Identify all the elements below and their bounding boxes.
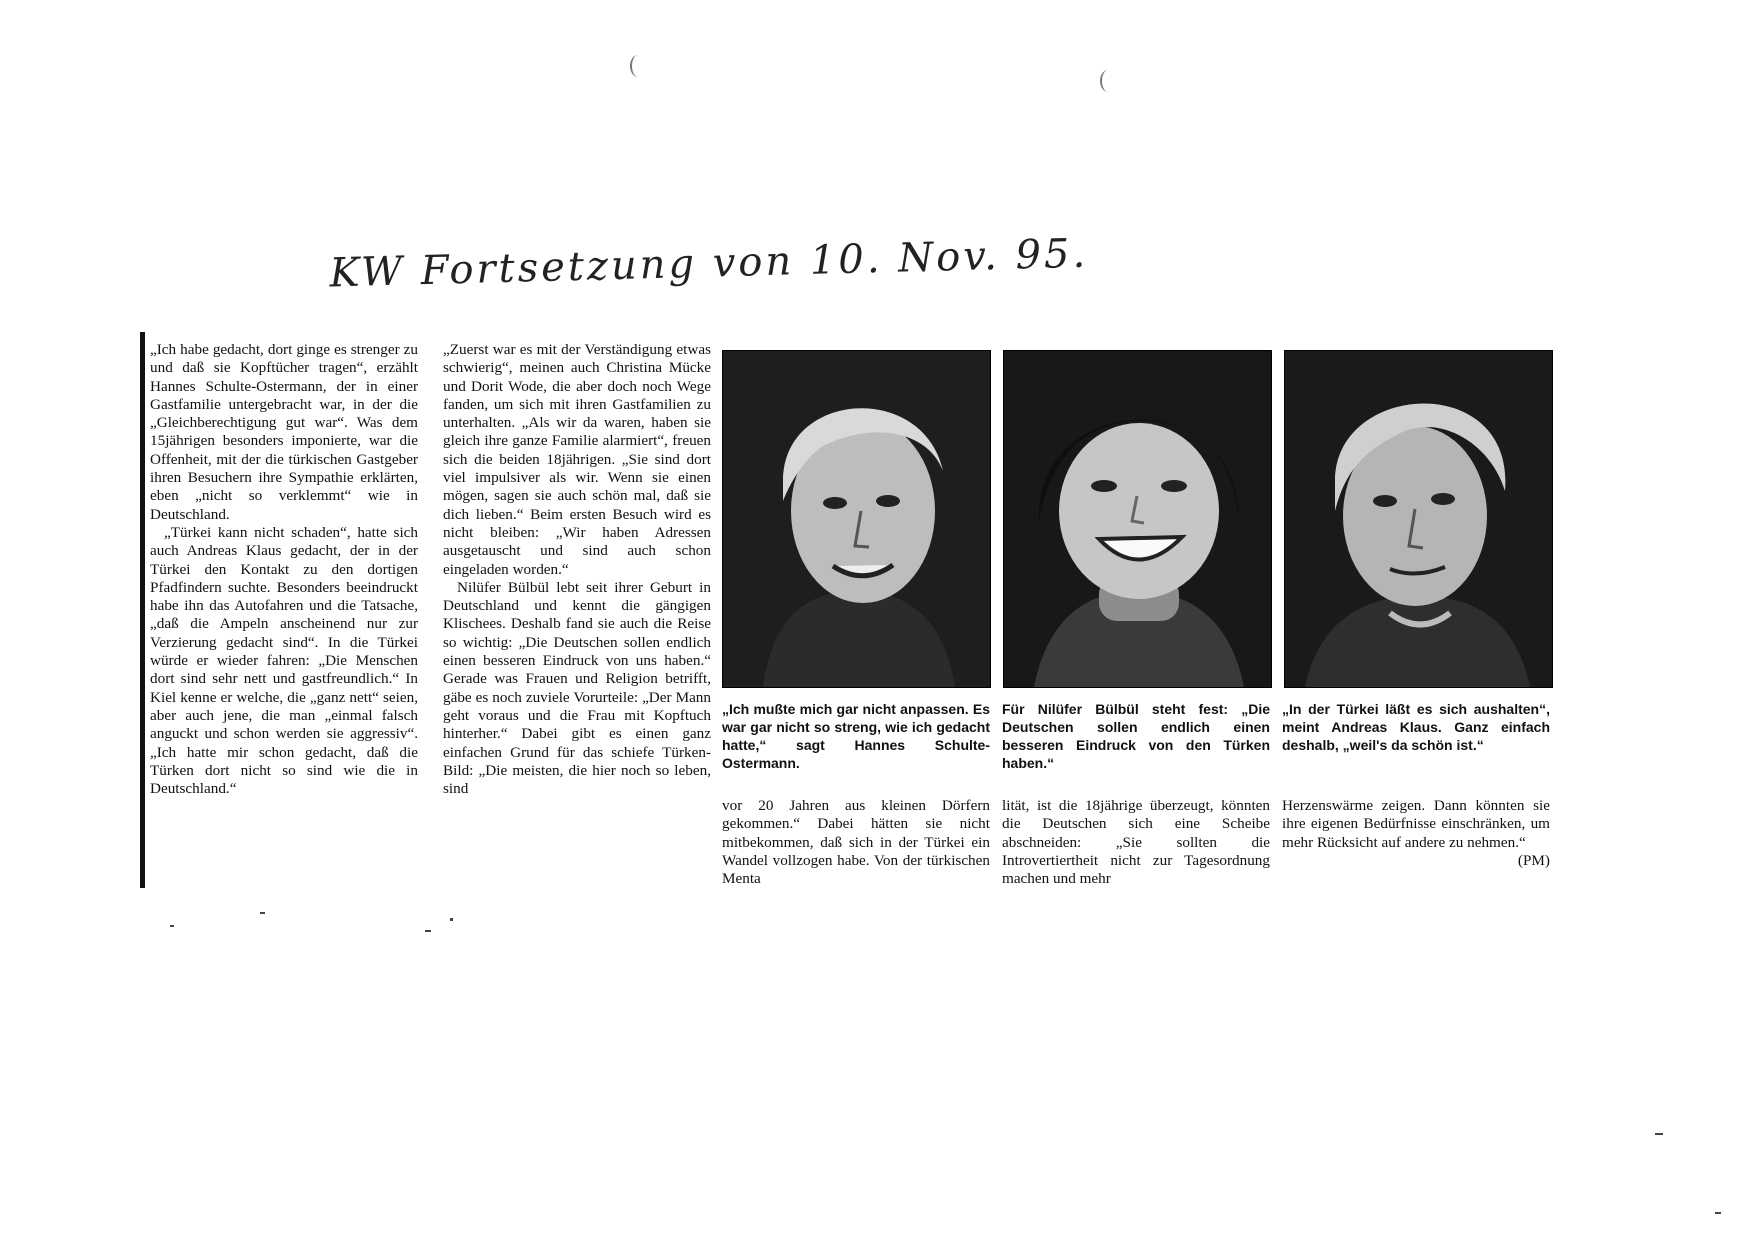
photo-andreas-klaus — [1284, 350, 1553, 688]
scan-speck — [1655, 1133, 1663, 1135]
portrait-young-man-blond — [723, 351, 990, 687]
article-column-5 — [1282, 797, 1550, 887]
paragraph: „Türkei kann nicht schaden“, hatte sich auch Andreas Klaus gedacht, der in der Türkei den Kontakt zu den dortigen Pfadfindern suchte. Besonders beeindruckt habe ihn das Autofahren und die Tatsache, „daß die Ampeln anscheinend nur zur Verzierung gedacht sind“. In die Türkei würde er wieder fahren: „Die Menschen dort sind sehr nett und gastfreundlich.“ In Kiel kenne er welche, die „ganz nett“ seien, aber auch jene, die man „einmal falsch anguckt und schon werden sie aggressiv“. „Ich hatte mir schon gedacht, daß die Türken dort nicht so sind wie die in Deutschland.“ — [150, 523, 418, 798]
photo-caption-2: Für Nilüfer Bülbül steht fest: „Die Deutschen sollen endlich einen besseren Eindruck von den Türken haben.“ — [1002, 701, 1270, 771]
scan-speck — [425, 930, 431, 932]
portrait-young-man-hoodie — [1285, 351, 1552, 687]
scan-speck — [170, 925, 174, 927]
article-column-4 — [1002, 797, 1270, 887]
author-signature: (PM) — [1517, 851, 1550, 869]
handwritten-note: KW Fortsetzung von 10. Nov. 95. — [328, 230, 1089, 297]
article-margin-bar — [140, 332, 145, 888]
article-column-2 — [443, 341, 711, 887]
photo-caption-1: „Ich mußte mich gar nicht anpassen. Es war gar nicht so streng, wie ich gedacht hatte,“ sagt Hannes Schulte-Ostermann. — [722, 701, 990, 771]
paragraph: Nilüfer Bülbül lebt seit ihrer Geburt in Deutschland und kennt die gängigen Klischees. Deshalb fand sie auch die Reise so wichtig: „Die Deutschen sollen endlich einen besseren Eindruck von uns haben.“ Gerade was Frauen und Religion betrifft, gäbe es noch zuviele Vorurteile: „Der Mann geht voraus und die Frau mit Kopftuch hinterher.“ Dabei gibt es einen ganz einfachen Grund für das schiefe Türken-Bild: „Die meisten, die hier noch so leben, sind — [443, 578, 711, 798]
photo-caption-3: „In der Türkei läßt es sich aushalten“, meint Andreas Klaus. Ganz einfach deshalb, „weil's da schön ist.“ — [1282, 701, 1550, 753]
scan-speck — [450, 918, 453, 921]
punch-hole-left — [630, 55, 646, 77]
photo-niluefer-buelbuel — [1003, 350, 1272, 688]
paragraph: „Ich habe gedacht, dort ginge es strenger zu und daß sie Kopftücher tragen“, erzählt Hannes Schulte-Ostermann, der in einer Gastfamilie untergebracht war, in der die „Gleichberechtigung gut war“. Was dem 15jährigen besonders imponierte, war die Offenheit, mit der die türkischen Gastgeber ihren Besuchern ihre Sympathie erklärten, eben „nicht so verklemmt“ wie in Deutschland. — [150, 341, 418, 523]
portrait-young-woman — [1004, 351, 1271, 687]
article-column-3 — [722, 797, 990, 887]
paragraph: „Zuerst war es mit der Verständigung etwas schwierig“, meinen auch Christina Mücke und Dorit Wode, die aber doch noch Wege fanden, um sich mit ihren Gastfamilien zu unterhalten. „Als wir da waren, haben sie gleich ihre ganze Familie alarmiert“, freuen sich die beiden 18jährigen. „Sie sind dort viel impulsiver als wir. Wenn sie einen mögen, sagen sie auch schön mal, daß sie dich lieben.“ Beim ersten Besuch wird es nicht bleiben: „Wir haben Adressen ausgetauscht und sind auch schon eingeladen worden.“ — [443, 341, 711, 578]
scan-speck — [260, 912, 265, 914]
paragraph: vor 20 Jahren aus kleinen Dörfern gekommen.“ Dabei hätten sie nicht mitbekommen, daß sich in der Türkei ein Wandel vollzogen habe. Von der türkischen Menta — [722, 797, 990, 887]
scan-speck — [1715, 1212, 1721, 1214]
punch-hole-right — [1100, 70, 1116, 92]
article-column-1 — [150, 341, 418, 887]
paragraph: Herzenswärme zeigen. Dann könnten sie ihre eigenen Bedürfnisse einschränken, um mehr Rücksicht auf andere zu nehmen.“ — [1282, 797, 1550, 851]
paragraph: lität, ist die 18jährige überzeugt, könnten die Deutschen sich eine Scheibe abschneiden: „Sie sollten die Introvertiertheit nicht zur Tagesordnung machen und mehr — [1002, 797, 1270, 887]
photo-hannes-schulte-ostermann — [722, 350, 991, 688]
